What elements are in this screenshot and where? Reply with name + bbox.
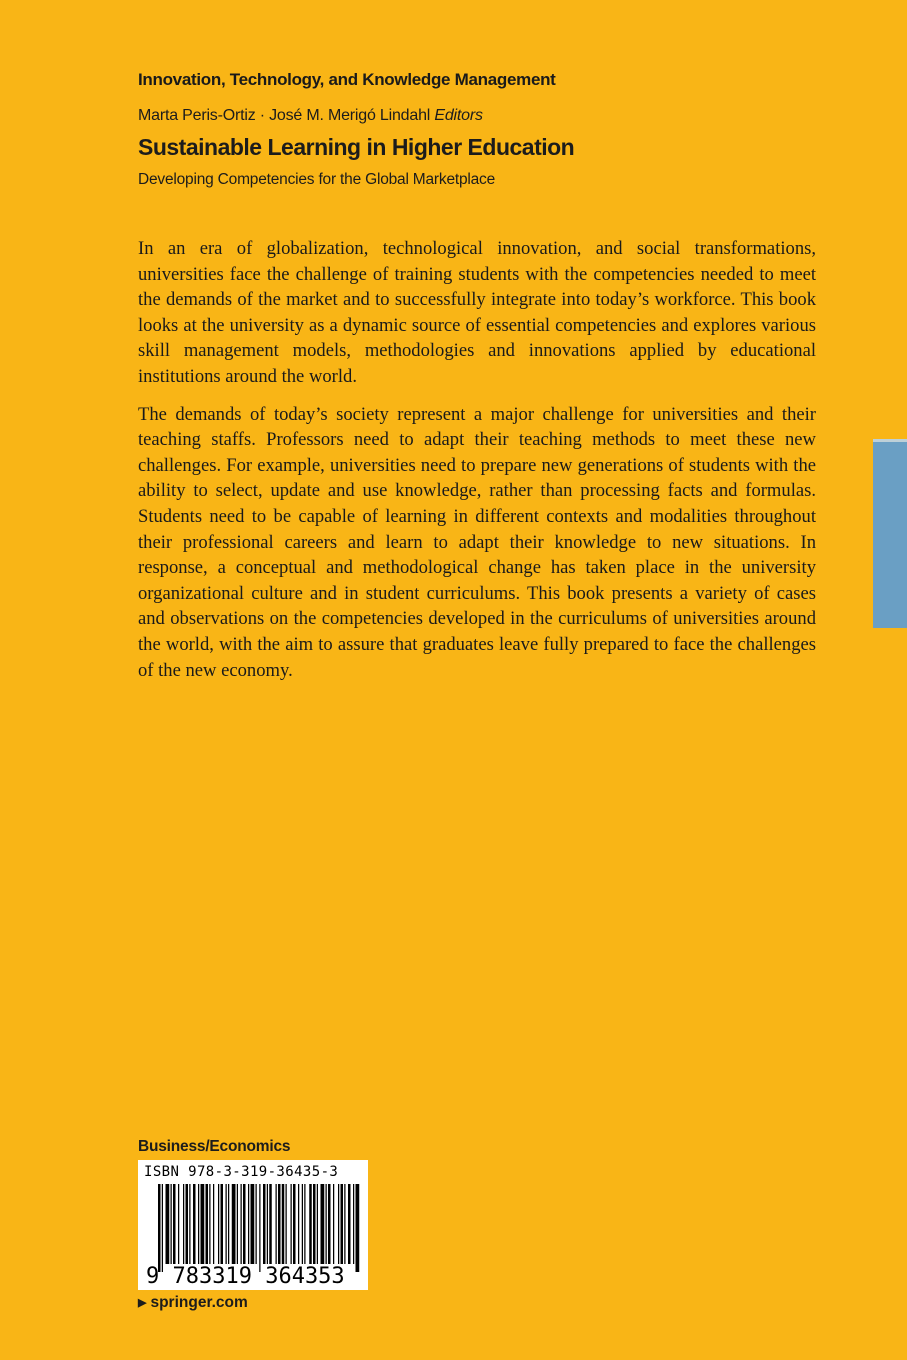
barcode-bar <box>344 1184 345 1264</box>
barcode-bar <box>291 1184 292 1264</box>
barcode-bar <box>321 1184 325 1264</box>
editor-names: Marta Peris-Ortiz · José M. Merigó Lindahl <box>138 107 431 124</box>
subject-category: Business/Economics <box>138 1138 291 1155</box>
side-color-tab <box>873 439 907 628</box>
barcode-bar <box>338 1184 339 1264</box>
barcode-bar <box>304 1184 305 1264</box>
barcode-bar <box>317 1184 318 1264</box>
barcode-bar <box>189 1184 190 1264</box>
description-paragraph-1: In an era of globalization, technological innovation, and social transformations, universities face the challenge of training students with the competencies needed to meet the demands of the market and to successfully integrate into today’s workforce. This book looks at the university as a dynamic source of essential competencies and explores various skill management models, methodologies and innovations applied by educational institutions around the world. <box>138 238 816 387</box>
barcode-bar <box>269 1184 272 1264</box>
barcode-bar <box>326 1184 327 1264</box>
barcode-bar <box>173 1184 176 1264</box>
barcode-bar <box>328 1184 331 1264</box>
barcode-bar <box>276 1184 277 1264</box>
barcode-bar <box>333 1184 334 1264</box>
barcode-bar <box>228 1184 229 1264</box>
barcode-bar <box>232 1184 236 1264</box>
barcode-bar <box>221 1184 224 1264</box>
barcode-bar <box>298 1184 299 1264</box>
barcode-bar <box>178 1184 179 1264</box>
barcode-digits: 9 783319 364353 <box>146 1264 345 1289</box>
barcode-bar <box>356 1184 360 1272</box>
barcode-bar <box>282 1184 285 1264</box>
barcode-bar <box>278 1184 281 1264</box>
series-title: Innovation, Technology, and Knowledge Management <box>138 70 556 89</box>
book-description <box>138 236 816 695</box>
barcode-bar <box>201 1184 205 1264</box>
barcode-bar <box>218 1184 219 1264</box>
triangle-right-icon: ▶ <box>138 1297 147 1309</box>
barcode-bar <box>209 1184 210 1264</box>
barcode-bar <box>348 1184 351 1264</box>
barcode-bar <box>263 1184 266 1264</box>
book-subtitle: Developing Competencies for the Global Marketplace <box>138 171 496 188</box>
barcode-bar <box>256 1184 257 1264</box>
barcode-bar <box>341 1184 344 1264</box>
isbn-label: ISBN 978-3-319-36435-3 <box>144 1164 339 1180</box>
description-paragraph-2: The demands of today’s society represent a major challenge for universities and their teaching staffs. Professors need to adapt their teaching methods to meet these new challenges. For example, universities need to prepare new generations of students with the ability to select, update and use knowledge, rather than processing facts and formulas. Students need to be capable of learning in different contexts and modalities throughout their professional careers and learn to adapt their knowledge to new situations. In response, a conceptual and methodological change has taken place in the university organizational culture and in student curriculums. This book presents a variety of cases and observations on the competencies developed in the curriculums of universities around the world, with the aim to assure that graduates leave fully prepared to face the challenges of the new economy. <box>138 403 816 681</box>
barcode-bar <box>171 1184 172 1264</box>
barcode-bar <box>183 1184 184 1264</box>
barcode-bar <box>158 1184 161 1272</box>
editors-role: Editors <box>434 107 483 124</box>
barcode-bar <box>302 1184 303 1264</box>
barcode-bar <box>251 1184 255 1264</box>
barcode-bar <box>213 1184 214 1264</box>
barcode-bar <box>237 1184 238 1264</box>
barcode-bar <box>186 1184 189 1264</box>
barcode-bar <box>198 1184 199 1264</box>
barcode-bar <box>206 1184 209 1264</box>
barcode-bar <box>243 1184 246 1264</box>
barcode-bar <box>226 1184 227 1264</box>
barcode-bar <box>293 1184 296 1264</box>
barcode-bar <box>248 1184 249 1264</box>
barcode-bar <box>313 1184 316 1264</box>
isbn-barcode <box>138 1160 368 1290</box>
barcode-bar <box>193 1184 196 1264</box>
editors-line <box>138 107 483 125</box>
barcode-bar <box>267 1184 268 1264</box>
barcode-bar <box>259 1184 260 1272</box>
barcode-bar <box>286 1184 287 1264</box>
barcode-bar <box>162 1184 163 1272</box>
barcode-bar <box>353 1184 354 1264</box>
barcode-bar <box>309 1184 312 1264</box>
barcode-bar <box>166 1184 170 1264</box>
publisher-website[interactable] <box>138 1294 248 1312</box>
book-title: Sustainable Learning in Higher Education <box>138 134 575 160</box>
barcode-bar <box>241 1184 242 1264</box>
publisher-website-label: springer.com <box>150 1294 248 1311</box>
